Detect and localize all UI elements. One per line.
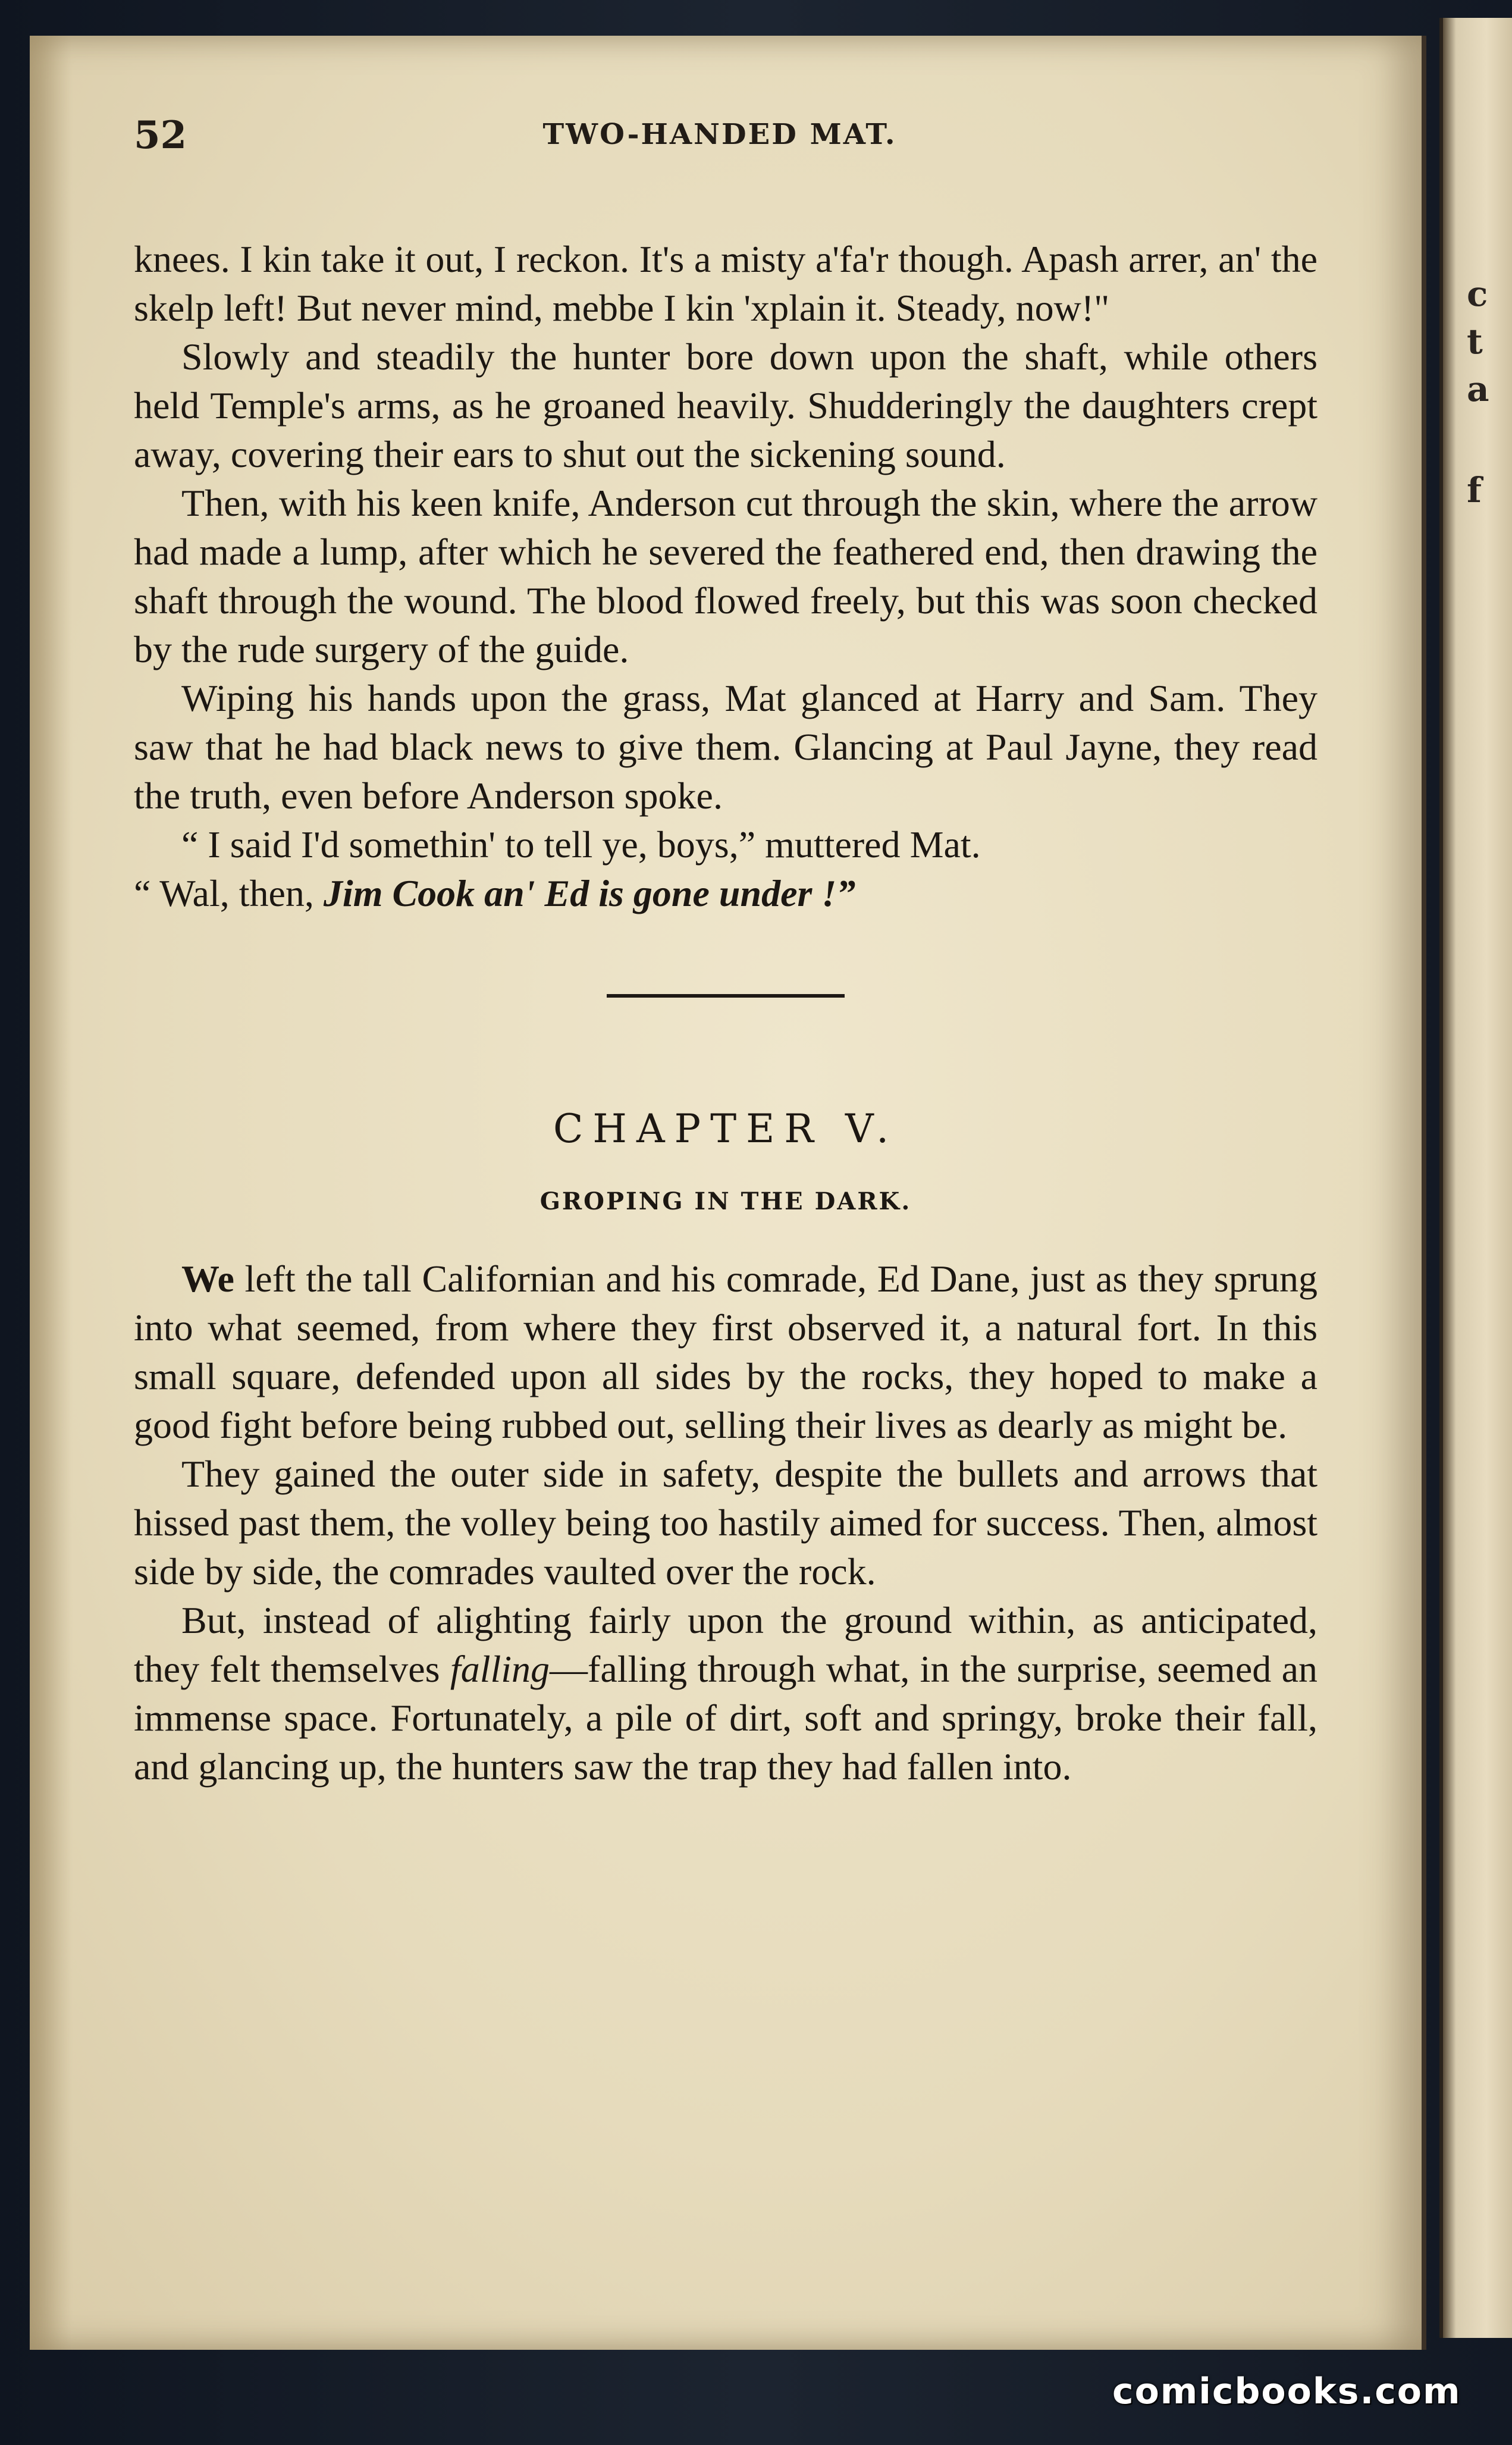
paragraph [134,1255,1317,1450]
adjacent-page-fragment: f [1467,470,1482,510]
chapter-title: CHAPTER V. [553,1106,899,1152]
watermark: comicbooks.com [1112,2371,1461,2412]
page-header [134,113,1306,167]
dialogue-paragraph [134,869,1317,918]
paragraph-text: But, instead of alighting fairly upon the ground within, as anticipated, they felt themselves [134,1599,1317,1690]
page-number: 52 [134,113,187,158]
dialogue-paragraph [134,820,1317,869]
chapter-opening-word: We [181,1258,234,1300]
running-title: TWO-HANDED MAT. [542,118,897,151]
paragraph: Wiping his hands upon the grass, Mat glanced at Harry and Sam. They saw that he had black news to give them. Glancing at Paul Jayne, they read the truth, even before Anderson spoke. [134,677,1317,817]
page-body [134,235,1317,1791]
dialogue-line-italic: Jim Cook an' Ed is gone under !” [323,872,856,914]
page-gutter [30,36,71,2350]
adjacent-page-fragment: t [1467,321,1483,362]
chapter-subtitle: GROPING IN THE DARK. [539,1187,912,1215]
adjacent-page-edge [1439,18,1512,2338]
paragraph: knees. I kin take it out, I reckon. It's a misty a'fa'r though. Apash arrer, an' the skelp left! But never mind, mebbe I kin 'xplain it. Steady, now!" [134,238,1317,329]
italic-word: falling [450,1648,550,1690]
paragraph-text: left the tall Californian and his comrade, Ed Dane, just as they sprung into what seemed, from where they first observed it, a natural fort. In this small square, defended upon all sides by the rocks, they hoped to make a good fight before being rubbed out, selling their lives as dearly as might be. [134,1258,1317,1446]
dialogue-line: “ I said I'd somethin' to tell ye, boys,” muttered Mat. [181,823,981,866]
paragraph [134,1596,1317,1791]
adjacent-page-fragment: a [1467,369,1489,409]
paragraph: Slowly and steadily the hunter bore down upon the shaft, while others held Temple's arms, as he groaned heavily. Shudderingly the daughters crept away, covering their ears to shut out the sickening sound. [134,336,1317,475]
section-divider [607,994,845,998]
paragraph: They gained the outer side in safety, despite the bullets and arrows that hissed past them, the volley being too hastily aimed for success. Then, almost side by side, the comrades vaulted over the rock. [134,1453,1317,1593]
paragraph-text: —falling through what, in the surprise, seemed an immense space. Fortunately, a pile of dirt, soft and springy, broke their fall, and glancing up, the hunters saw the trap they had fallen into. [134,1648,1318,1788]
paragraph: Then, with his keen knife, Anderson cut through the skin, where the arrow had made a lump, after which he severed the feathered end, then drawing the shaft through the wound. The blood flowed freely, but this was soon checked by the rude surgery of the guide. [134,482,1317,670]
adjacent-page-fragment: c [1467,274,1488,314]
dialogue-line-prefix: “ Wal, then, [134,872,324,914]
